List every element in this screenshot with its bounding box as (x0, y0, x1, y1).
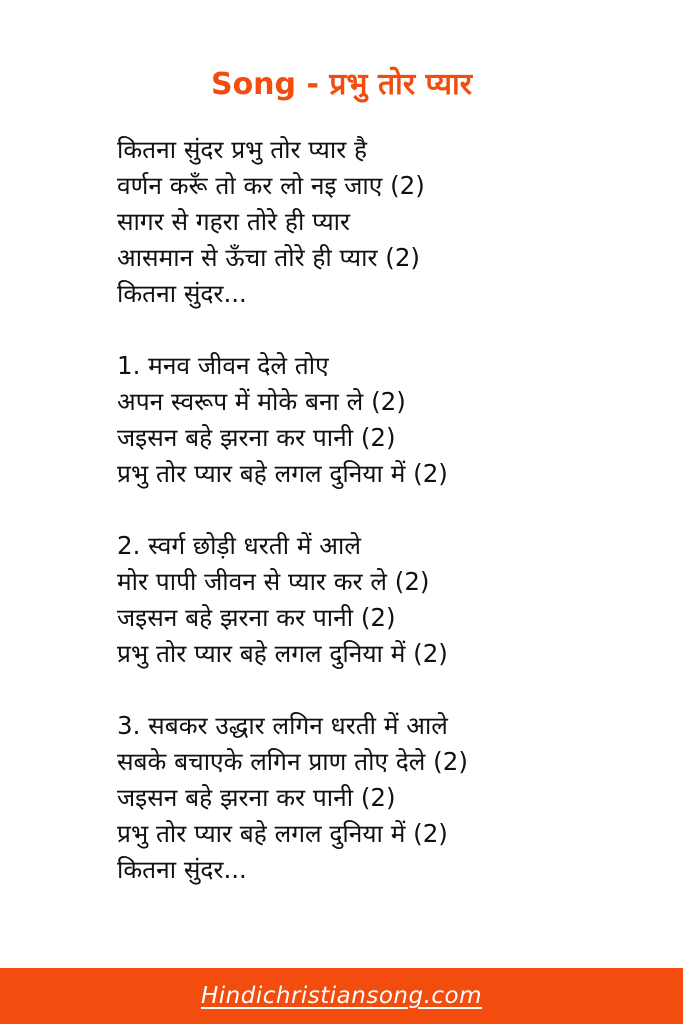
lyric-line: 2. स्वर्ग छोड़ी धरती में आले (117, 531, 361, 560)
lyric-line: जइसन बहे झरना कर पानी (2) (117, 783, 396, 812)
footer-banner (0, 968, 683, 1024)
verse-3 (117, 708, 677, 888)
stanza-gap (117, 312, 677, 348)
lyric-line: आसमान से ऊँचा तोरे ही प्यार (2) (117, 243, 420, 272)
lyric-line: 3. सबकर उद्धार लगिन धरती में आले (117, 711, 448, 740)
lyric-line: कितना सुंदर... (117, 855, 247, 884)
lyric-line: जइसन बहे झरना कर पानी (2) (117, 423, 396, 452)
lyric-line: सागर से गहरा तोरे ही प्यार (117, 207, 351, 236)
lyric-line: कितना सुंदर... (117, 279, 247, 308)
lyric-line: जइसन बहे झरना कर पानी (2) (117, 603, 396, 632)
website-link[interactable]: Hindichristiansong.com (200, 983, 483, 1009)
lyric-line: प्रभु तोर प्यार बहे लगल दुनिया में (2) (117, 639, 448, 668)
verse-2 (117, 528, 677, 672)
lyric-line: प्रभु तोर प्यार बहे लगल दुनिया में (2) (117, 459, 448, 488)
lyric-line: कितना सुंदर प्रभु तोर प्यार है (117, 135, 368, 164)
stanza-gap (117, 672, 677, 708)
lyrics (117, 132, 677, 888)
lyric-line: मोर पापी जीवन से प्यार कर ले (2) (117, 567, 430, 596)
lyric-line: प्रभु तोर प्यार बहे लगल दुनिया में (2) (117, 819, 448, 848)
chorus (117, 132, 677, 312)
lyric-line: वर्णन करूँ तो कर लो नइ जाए (2) (117, 171, 425, 200)
lyric-line: अपन स्वरूप में मोके बना ले (2) (117, 387, 406, 416)
verse-1 (117, 348, 677, 492)
lyric-line: सबके बचाएके लगिन प्राण तोए देले (2) (117, 747, 468, 776)
song-title: Song - प्रभु तोर प्यार (210, 67, 473, 102)
stanza-gap (117, 492, 677, 528)
lyric-line: 1. मनव जीवन देले तोए (117, 351, 329, 380)
